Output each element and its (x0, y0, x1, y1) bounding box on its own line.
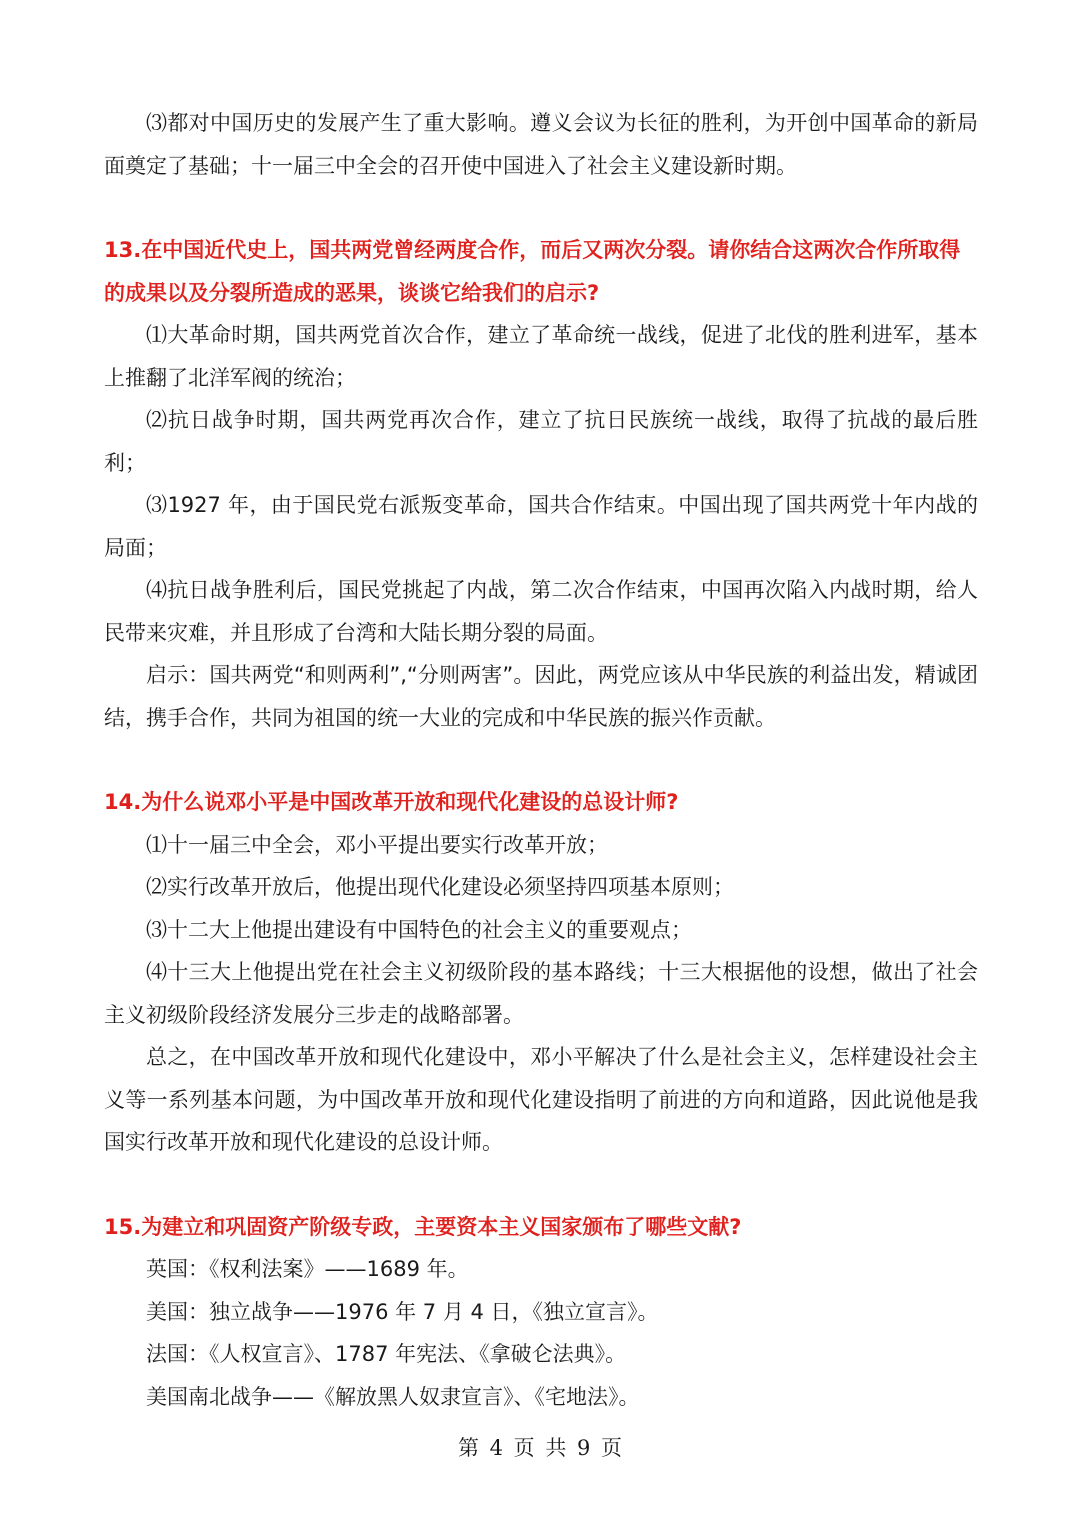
paragraph-q13-item4: ⑷抗日战争胜利后，国民党挑起了内战，第二次合作结束，中国再次陷入内战时期，给人民带来灾难，并且形成了台湾和大陆长期分裂的局面。 (104, 578, 978, 645)
paragraph-q14-item2: ⑵实行改革开放后，他提出现代化建设必须坚持四项基本原则； (146, 875, 734, 899)
paragraph-q13-insight: 启示：国共两党“和则两利”,“分则两害”。因此，两党应该从中华民族的利益出发，精诚团结，携手合作，共同为祖国的统一大业的完成和中华民族的振兴作贡献。 (104, 663, 978, 730)
paragraph-q14-summary: 总之，在中国改革开放和现代化建设中，邓小平解决了什么是社会主义，怎样建设社会主义等一系列基本问题，为中国改革开放和现代化建设指明了前进的方向和道路，因此说他是我国实行改革开放和现代化建设的总设计师。 (104, 1045, 978, 1154)
paragraph-q14-item3: ⑶十二大上他提出建设有中国特色的社会主义的重要观点； (146, 917, 692, 942)
question-15-heading: 15.为建立和巩固资产阶级专政，主要资本主义国家颁布了哪些文献? (104, 1214, 742, 1239)
paragraph-q15-britain: 英国：《权利法案》——1689 年。 (146, 1257, 469, 1281)
paragraph-q13-item2: ⑵抗日战争时期，国共两党再次合作，建立了抗日民族统一战线，取得了抗战的最后胜利； (104, 408, 978, 475)
paragraph-q15-usa: 美国：独立战争——1976 年 7 月 4 日，《独立宣言》。 (146, 1299, 659, 1324)
section-gap (104, 739, 978, 781)
section-gap (104, 1164, 978, 1206)
question-14-heading: 14.为什么说邓小平是中国改革开放和现代化建设的总设计师? (104, 790, 679, 814)
paragraph-q15-civil-war: 美国南北战争——《解放黑人奴隶宣言》、《宅地法》。 (146, 1384, 640, 1409)
document-body (104, 102, 978, 1418)
question-13-heading: 13.在中国近代史上，国共两党曾经两度合作，而后又两次分裂。请你结合这两次合作所取得的成果以及分裂所造成的恶果，谈谈它给我们的启示? (104, 238, 961, 305)
page-number-footer: 第 4 页 共 9 页 (457, 1436, 623, 1460)
paragraph-q14-item4: ⑷十三大上他提出党在社会主义初级阶段的基本路线；十三大根据他的设想，做出了社会主义初级阶段经济发展分三步走的战略部署。 (104, 960, 978, 1027)
paragraph-q13-item1: ⑴大革命时期，国共两党首次合作，建立了革命统一战线，促进了北伐的胜利进军，基本上推翻了北洋军阀的统治； (104, 323, 978, 390)
section-gap (104, 187, 978, 229)
paragraph-q14-item1: ⑴十一届三中全会，邓小平提出要实行改革开放； (146, 832, 608, 857)
paragraph-q15-france: 法国：《人权宣言》、1787 年宪法、《拿破仑法典》。 (146, 1342, 627, 1366)
paragraph-q12-item3: ⑶都对中国历史的发展产生了重大影响。遵义会议为长征的胜利，为开创中国革命的新局面奠定了基础；十一届三中全会的召开使中国进入了社会主义建设新时期。 (104, 111, 978, 178)
paragraph-q13-item3: ⑶1927 年，由于国民党右派叛变革命，国共合作结束。中国出现了国共两党十年内战的局面； (104, 493, 978, 560)
